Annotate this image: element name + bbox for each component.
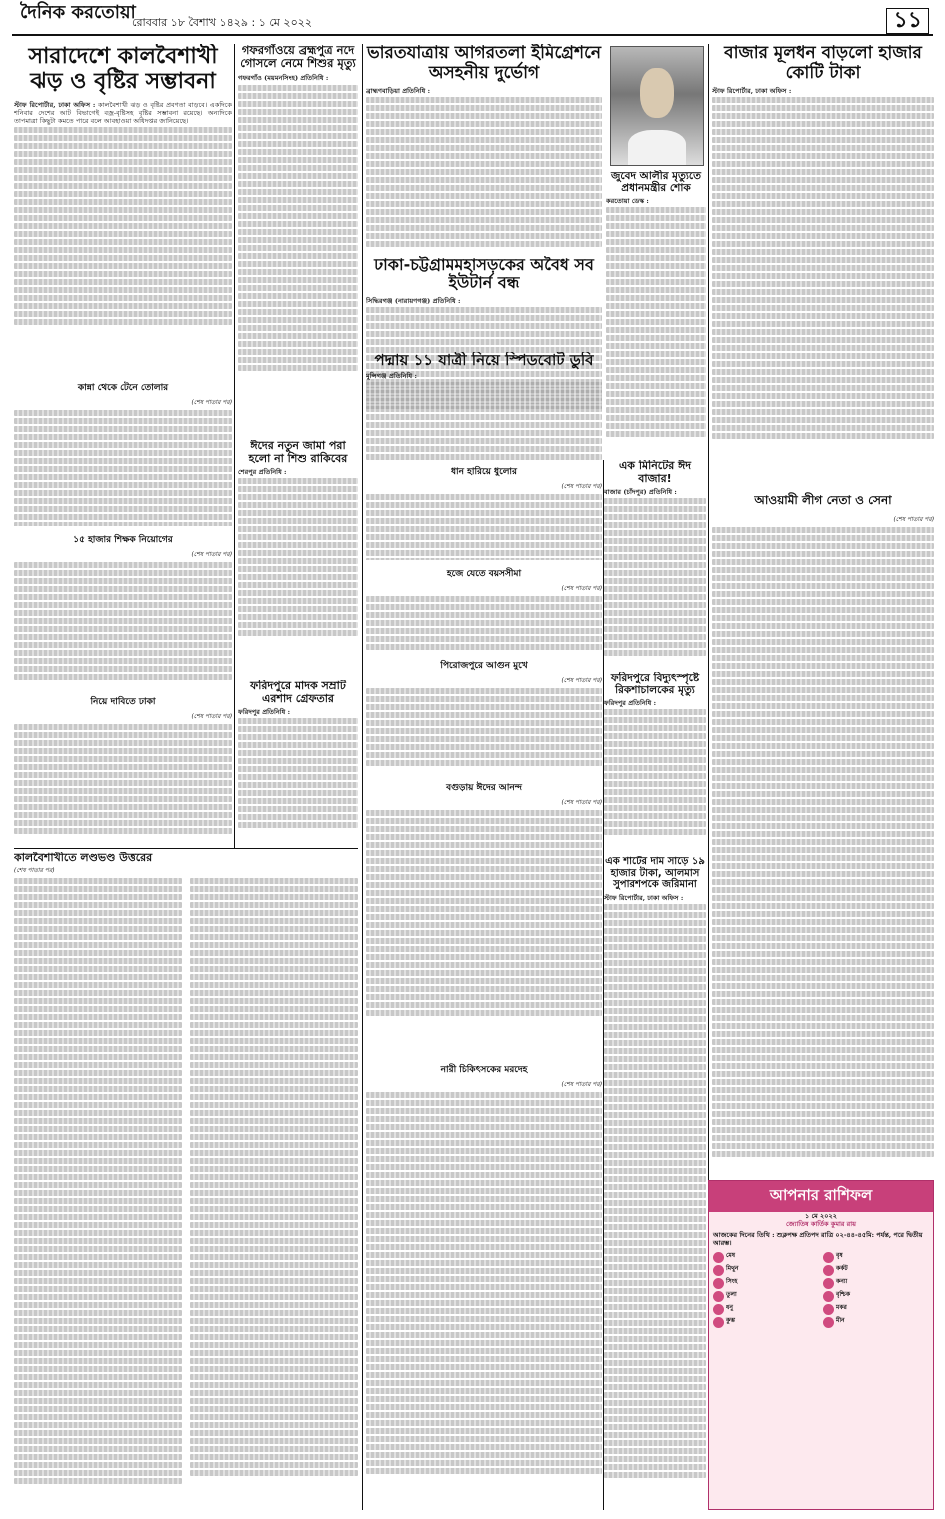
article-shirt [604,856,706,1510]
zodiac-sign [713,1317,819,1328]
zodiac-sign [713,1291,819,1302]
zodiac-grid [709,1250,933,1330]
zodiac-icon [823,1278,834,1289]
article-kalbaishakhi [14,852,358,1512]
zodiac-label: বৃশ্চিক [836,1291,851,1298]
headline-faridpur-elec: ফরিদপুরে বিদ্যুৎস্পৃষ্টে রিকশাচালকের মৃত্যু [610,672,700,697]
masthead [12,2,933,36]
headline-faridpur-drug: ফরিদপুরে মাদক সম্রাট এরশাদ গ্রেফতার [250,680,346,705]
zodiac-sign [713,1265,819,1276]
headline-hajj: হজে যেতে বয়সসীমা [446,569,522,579]
zodiac-sign [823,1252,929,1263]
article-faridpur-elec [604,672,706,852]
lead-storm: কালবৈশাখী ঝড় ও বৃষ্টির প্রবণতা বাড়বে। একদিকে শনিবার দেশের আট বিভাগেই বজ্র-বৃষ্টিসহ বৃষ্টির সম্ভাবনা রয়েছে। অন্যদিকে তাপমাত্রা কিছুটা কমতে পারে বলে আবহাওয়া অধিদপ্তর জানিয়েছে। [14,100,232,125]
zodiac-label: মকর [836,1304,847,1311]
continued-note: (শেষ পাতার পর) [561,677,602,684]
article-brahmaputra [238,44,358,424]
headline-doctor: নারী চিকিৎসকের মরদেহ [440,1065,528,1075]
zodiac-sign [713,1278,819,1289]
headline-kalbaishakhi: কালবৈশাখীতে লণ্ডভণ্ড উত্তরের [14,852,153,864]
zodiac-sign [713,1252,819,1263]
zodiac-label: কর্কট [836,1265,848,1272]
headline-eid-dress: ঈদের নতুন জামা পরা হলো না শিশু রাকিবের [248,440,348,465]
horoscope-tithi: আজকের দিনের তিথি : শুক্লপক্ষ প্রতিপদ রাত্রি ০২-৪৪-৪৫মি: পর্যন্ত, পরে দ্বিতীয় আরম্ভ। [713,1231,923,1247]
headline-shirt: এক শার্টের দাম সাড়ে ১৯ হাজার টাকা, আলমাস সুপারশপকে জরিমানা [605,856,705,890]
zodiac-sign [713,1304,819,1315]
continued-note: (শেষ পাতার পর) [561,1081,602,1088]
headline-eid-market: এক মিনিটের ঈদ বাজার! [618,460,692,485]
newspaper-logo: দৈনিক করতোয়া [20,2,136,23]
byline-shirt: স্টাফ রিপোর্টার, ঢাকা অফিস : [604,893,684,902]
horoscope-title: আপনার রাশিফল [709,1181,933,1212]
zodiac-label: মেষ [726,1252,736,1259]
article-kanna [14,376,232,526]
continued-note: (শেষ পাতার পর) [14,866,55,874]
zodiac-icon [823,1304,834,1315]
article-paddy [366,460,602,560]
byline-faridpur-elec: ফরিদপুর প্রতিনিধি : [604,699,657,708]
headline-agartala: ভারতযাত্রায় আগরতলা ইমিগ্রেশনে অসহনীয় দুর্ভোগ [366,44,602,83]
headline-pirojpur: পিরোজপুরে আগুন মুখে [440,661,528,671]
article-dhaka-demand [14,690,232,840]
continued-note: (শেষ পাতার পর) [893,516,934,523]
zodiac-label: তুলা [726,1291,737,1298]
zodiac-label: কুম্ভ [726,1317,735,1324]
byline-eid-dress: শেরপুর প্রতিনিধি : [238,468,287,477]
headline-speedboat: পদ্মায় ১১ যাত্রী নিয়ে স্পিডবোট ডুবি [374,352,594,369]
continued-note: (শেষ পাতার পর) [191,399,232,406]
story-text-block [14,127,232,325]
zodiac-icon [713,1252,724,1263]
article-hajj [366,562,602,652]
zodiac-icon [713,1317,724,1328]
headline-storm: সারাদেশে কালবৈশাখী ঝড় ও বৃষ্টির সম্ভাবনা [28,44,218,95]
continued-note: (শেষ পাতার পর) [191,551,232,558]
zodiac-sign [823,1265,929,1276]
zodiac-label: ধনু [726,1304,733,1311]
zodiac-icon [823,1291,834,1302]
byline-storm: স্টাফ রিপোর্টার, ঢাকা অফিস : [14,100,96,109]
article-pirojpur [366,654,602,774]
zodiac-sign [823,1278,929,1289]
article-eid-market [604,460,706,670]
zodiac-icon [823,1252,834,1263]
headline-market: বাজার মূলধন বাড়লো হাজার কোটি টাকা [724,44,922,83]
zodiac-label: মিথুন [726,1265,739,1272]
continued-note: (শেষ পাতার পর) [561,585,602,592]
article-market [712,44,934,484]
zodiac-label: মীন [836,1317,845,1324]
zodiac-label: সিংহ [726,1278,738,1285]
zodiac-sign [823,1317,929,1328]
zodiac-icon [713,1278,724,1289]
byline-obituary: করতোয়া ডেস্ক : [606,197,649,206]
article-agartala [366,44,602,254]
headline-teachers: ১৫ হাজার শিক্ষক নিয়োগের [73,535,173,545]
byline-market: স্টাফ রিপোর্টার, ঢাকা অফিস : [712,87,792,96]
headline-kanna: কান্না থেকে টেনে তোলার [77,383,169,393]
horoscope-date: ১ মে ২০২২ [805,1212,837,1220]
zodiac-label: কন্যা [836,1278,848,1285]
continued-note: (শেষ পাতার পর) [191,713,232,720]
headline-dhaka-demand: নিয়ে দাবিতে ঢাকা [90,697,156,707]
article-faridpur-drug [238,680,358,850]
headline-bogura: বগুড়ায় ঈদের আনন্দ [446,783,522,793]
headline-brahmaputra: গফরগাঁওয়ে ব্রহ্মপুত্র নদে গোসলে নেমে শিশুর মৃত্যু [240,44,356,71]
byline-highway: সিদ্ধিরগঞ্জ (নারায়ণগঞ্জ) প্রতিনিধি : [366,296,461,305]
article-cadre [712,488,934,1178]
dateline: রোববার ১৮ বৈশাখ ১৪২৯ : ১ মে ২০২২ [132,16,313,29]
zodiac-icon [713,1265,724,1276]
byline-eid-market: বাজার (চাঁদপুর) প্রতিনিধি : [604,488,677,497]
byline-faridpur-drug: ফরিদপুর প্রতিনিধি : [238,708,291,717]
article-teachers [14,528,232,688]
article-eid-dress [238,440,358,670]
zodiac-label: বৃষ [836,1252,843,1259]
zodiac-sign [823,1291,929,1302]
byline-speedboat: মুন্সিগঞ্জ প্রতিনিধি : [366,372,417,381]
article-speedboat [366,352,602,472]
headline-highway: ঢাকা-চট্টগ্রামমহাসড়কের অবৈধ সব ইউটার্ন বন্ধ [374,256,594,293]
horoscope-author: জ্যোতিষ কার্তিক কুমার রায় [786,1220,856,1228]
portrait-photo [610,46,704,166]
zodiac-icon [823,1317,834,1328]
byline-brahmaputra: গফরগাঁও (ময়মনসিংহ) প্রতিনিধি : [238,74,329,83]
zodiac-icon [823,1265,834,1276]
article-bogura [366,776,602,1056]
headline-cadre: আওয়ামী লীগ নেতা ও সেনা [754,493,892,507]
article-storm [14,44,232,374]
page-number: ১১ [886,8,929,34]
article-doctor [366,1058,602,1510]
continued-note: (শেষ পাতার পর) [561,799,602,806]
zodiac-icon [713,1291,724,1302]
byline-agartala: ব্রাহ্মণবাড়িয়া প্রতিনিধি : [366,87,431,96]
headline-paddy: ধান হারিয়ে ধুলোর [450,467,517,477]
zodiac-icon [713,1304,724,1315]
headline-obituary: জুবেদ আলীর মৃত্যুতে প্রধানমন্ত্রীর শোক [611,170,701,195]
article-obituary [606,170,706,460]
zodiac-sign [823,1304,929,1315]
horoscope-box [708,1180,934,1510]
continued-note: (শেষ পাতার পর) [561,483,602,490]
